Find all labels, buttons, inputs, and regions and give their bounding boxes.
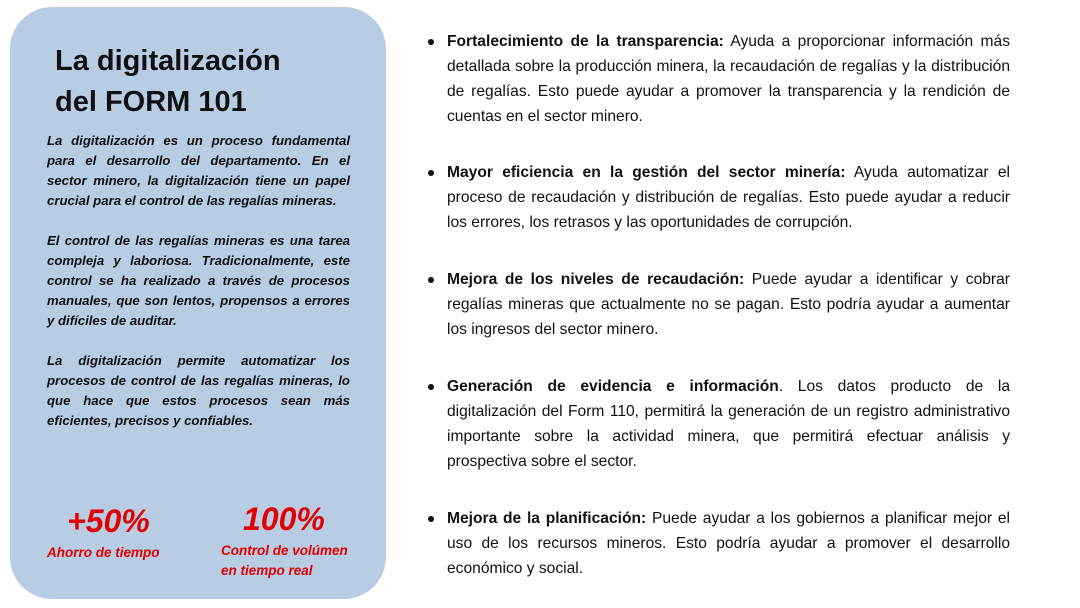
benefit-text: . Los datos producto de la digitalización del Form 110, permitirá la generación de un registro administrativo importante sobre la actividad minera, que permitirá efectuar análisis y prospectiva sobre el sector. — [447, 378, 1010, 470]
benefit-heading: Mayor eficiencia en la gestión del sector minería: — [447, 164, 846, 181]
stat-volume-control — [221, 501, 348, 581]
intro-paragraph: El control de las regalías mineras es una tarea compleja y laboriosa. Tradicionalmente, este control se ha realizado a través de procesos manuales, que son lentos, propensos a errores y difíciles de auditar. — [47, 233, 350, 328]
benefit-item — [428, 374, 1010, 474]
bullet-dot-icon — [428, 277, 434, 283]
stat-time-savings — [47, 503, 160, 563]
stat-label: Ahorro de tiempo — [47, 545, 160, 560]
bullet-dot-icon — [428, 170, 434, 176]
benefit-heading: Mejora de la planificación: — [447, 510, 647, 527]
bullet-dot-icon — [428, 516, 434, 522]
bullet-dot-icon — [428, 384, 434, 390]
benefit-text: Ayuda automatizar el proceso de recaudación y distribución de regalías. Esto puede ayudar a reducir los errores, los retrasos y las oportunidades de corrupción. — [447, 164, 1010, 231]
benefit-text: Ayuda a proporcionar información más detallada sobre la producción minera, la recaudación de regalías y la distribución de regalías. Esto puede ayudar a promover la transparencia y la rendición de cuentas en el sector minero. — [447, 33, 1010, 125]
benefit-item — [428, 160, 1010, 235]
benefit-heading: Mejora de los niveles de recaudación: — [447, 271, 745, 288]
benefit-text: Puede ayudar a los gobiernos a planificar mejor el uso de los recursos mineros. Esto podría ayudar a promover el desarrollo económico y social. — [447, 510, 1010, 577]
intro-text — [47, 131, 350, 451]
benefits-list — [428, 29, 1010, 581]
benefit-heading: Generación de evidencia e información — [447, 378, 779, 395]
stat-value: +50% — [67, 503, 150, 539]
stat-label: Control de volúmen en tiempo real — [221, 543, 348, 578]
benefit-item — [428, 29, 1010, 129]
benefit-item — [428, 506, 1010, 581]
benefit-item — [428, 267, 1010, 342]
info-panel — [10, 7, 386, 599]
intro-paragraph: La digitalización es un proceso fundamental para el desarrollo del departamento. En el sector minero, la digitalización tiene un papel crucial para el control de las regalías mineras. — [47, 133, 350, 208]
benefit-text: Puede ayudar a identificar y cobrar regalías mineras que actualmente no se pagan. Esto podría ayudar a aumentar los ingresos del sector minero. — [447, 271, 1010, 338]
stat-value: 100% — [243, 501, 325, 537]
panel-title: La digitalización del FORM 101 — [55, 45, 281, 118]
benefit-heading: Fortalecimiento de la transparencia: — [447, 33, 724, 50]
bullet-dot-icon — [428, 39, 434, 45]
intro-paragraph: La digitalización permite automatizar los procesos de control de las regalías mineras, lo que hace que estos procesos sean más eficientes, precisos y confiables. — [47, 353, 350, 428]
